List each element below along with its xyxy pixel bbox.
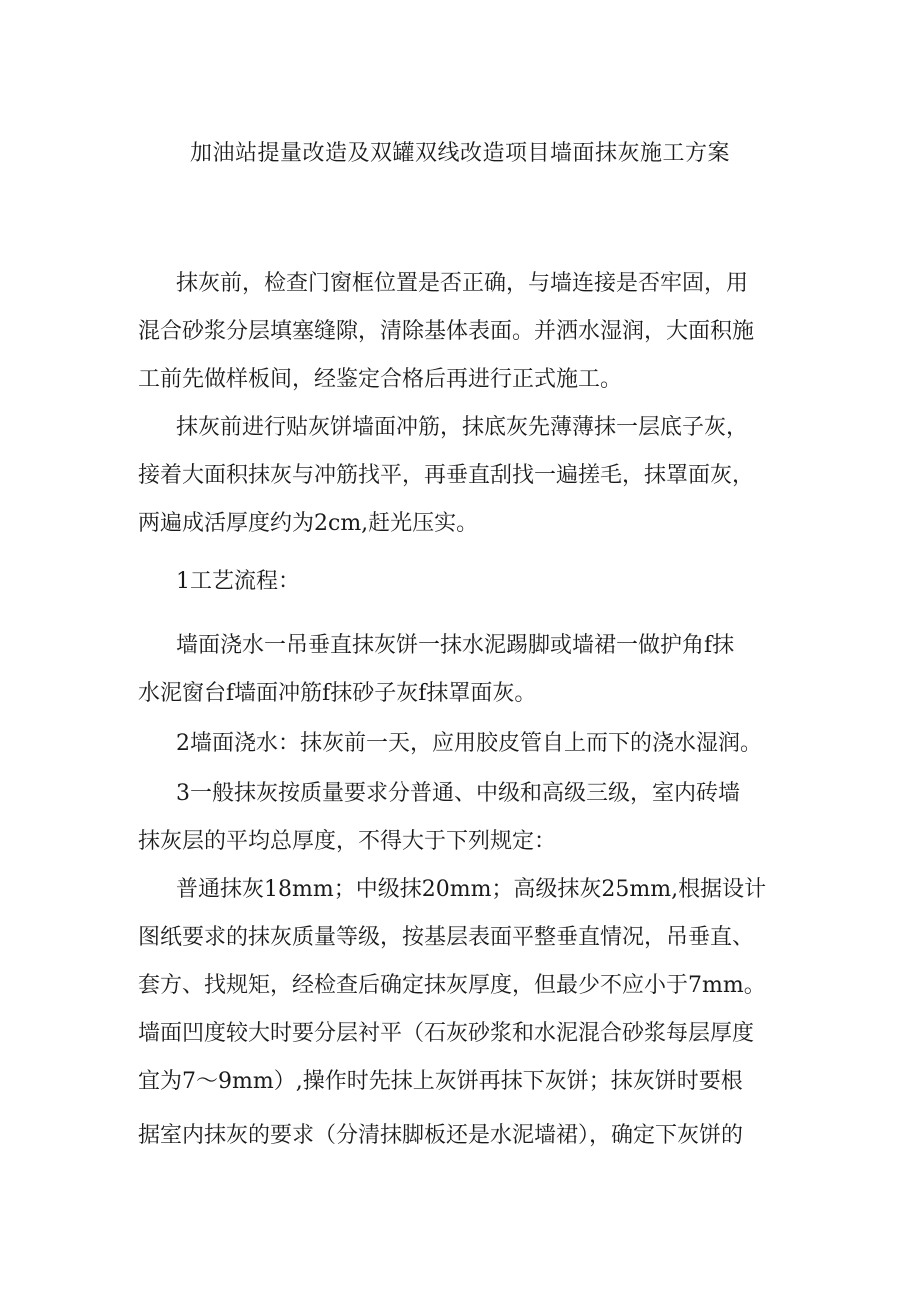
paragraph-line: 抹灰前进行贴灰饼墙面冲筋，抹底灰先薄薄抹一层底子灰， (176, 415, 749, 440)
paragraph-line: 水泥窗台f墙面冲筋f抹砂子灰f抹罩面灰。 (138, 681, 537, 706)
paragraph-line: 普通抹灰18mm；中级抹20mm；高级抹灰25mm,根据设计 (176, 877, 767, 902)
paragraph-line: 墙面浇水一吊垂直抹灰饼一抹水泥踢脚或墙裙一做护角f抹 (176, 633, 735, 658)
paragraph-line: 混合砂浆分层填塞缝隙，清除基体表面。并洒水湿润，大面积施 (138, 319, 755, 344)
paragraph-line: 图纸要求的抹灰质量等级，按基层表面平整垂直情况，吊垂直、 (138, 925, 755, 950)
paragraph-line: 两遍成活厚度约为2cm,赶光压实。 (138, 511, 479, 536)
paragraph-line: 套方、找规矩，经检查后确定抹灰厚度，但最少不应小于7mm。 (138, 973, 766, 998)
paragraph-line: 宜为7～9mm）,操作时先抹上灰饼再抹下灰饼；抹灰饼时要根 (138, 1069, 743, 1094)
section-heading: 1工艺流程： (176, 569, 300, 594)
paragraph-line: 抹灰层的平均总厚度，不得大于下列规定： (138, 829, 557, 854)
paragraph-line: 抹灰前，检查门窗框位置是否正确，与墙连接是否牢固，用 (176, 271, 749, 296)
document-title: 加油站提量改造及双罐双线改造项目墙面抹灰施工方案 (189, 141, 730, 166)
paragraph-line: 据室内抹灰的要求（分清抹脚板还是水泥墙裙），确定下灰饼的 (138, 1123, 744, 1148)
paragraph-line: 墙面凹度较大时要分层衬平（石灰砂浆和水泥混合砂浆每层厚度 (138, 1021, 755, 1046)
paragraph-line: 3一般抹灰按质量要求分普通、中级和高级三级，室内砖墙 (176, 781, 740, 806)
paragraph-line: 工前先做样板间，经鉴定合格后再进行正式施工。 (138, 367, 623, 392)
paragraph-line: 2墙面浇水：抹灰前一天，应用胶皮管自上而下的浇水湿润。 (176, 731, 762, 756)
paragraph-line: 接着大面积抹灰与冲筋找平，再垂直刮找一遍搓毛，抹罩面灰， (138, 463, 755, 488)
